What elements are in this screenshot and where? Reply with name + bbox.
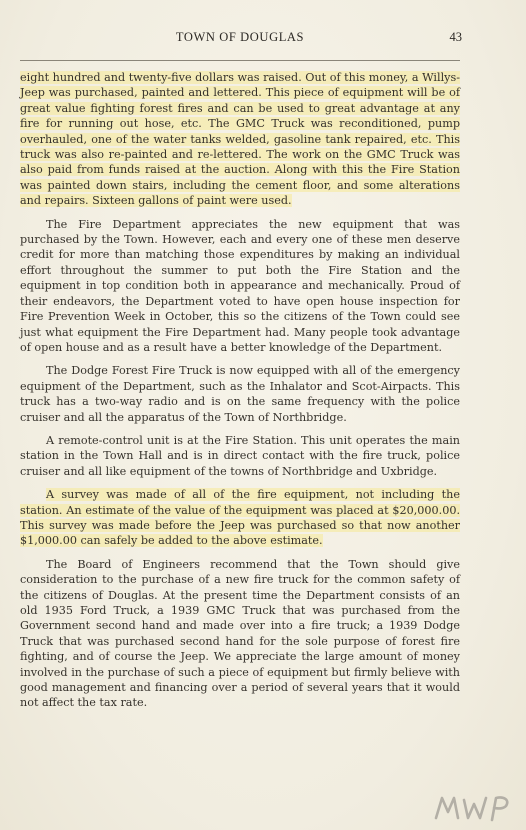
header-rule bbox=[20, 60, 460, 61]
paragraph bbox=[20, 557, 460, 711]
body-text bbox=[20, 70, 460, 719]
paragraph bbox=[20, 433, 460, 479]
paragraph-text: The Dodge Forest Fire Truck is now equipped with all of the emergency equipment of the Department, such as the Inhalator and Scot-Airpacts. This truck has a two-way radio and is on the same frequency with the police cruiser and all the apparatus of the Town of Northbridge. bbox=[20, 364, 460, 424]
paragraph-text: A survey was made of all of the fire equipment, not including the station. An estimate of the value of the equipment was placed at $20,000.00. This survey was made before the Jeep was purchased so that now another $1,000.00 can safely be added to the above estimate. bbox=[20, 488, 460, 548]
mwp-stamp-icon bbox=[430, 790, 522, 824]
page-number: 43 bbox=[449, 30, 462, 44]
paragraph-text: The Fire Department appreciates the new equipment that was purchased by the Town. However, each and every one of these men deserve credit for more than matching those expenditures by making an individual effort throughout the summer to put both the Fire Station and the equipment in top condition both in appearance and mechanically. Proud of their endeavors, the Department voted to have open house inspection for Fire Prevention Week in October, this so the citizens of the Town could see just what equipment the Fire Department had. Many people took advantage of open house and as a result have a better knowledge of the Department. bbox=[20, 217, 460, 354]
running-title: TOWN OF DOUGLAS bbox=[175, 30, 305, 44]
paragraph-continued bbox=[20, 70, 460, 209]
page-header bbox=[20, 30, 460, 48]
paragraph bbox=[20, 217, 460, 356]
paragraph bbox=[20, 487, 460, 549]
paragraph-text: eight hundred and twenty-five dollars was raised. Out of this money, a Willys-Jeep was purchased, painted and lettered. This piece of equipment will be of great value fighting forest fires and can be used to great advantage at any fire for running out hose, etc. The GMC Truck was reconditioned, pump overhauled, one of the water tanks welded, gasoline tank repaired, etc. This truck was also re-painted and re-lettered. The work on the GMC Truck was also paid from funds raised at the auction. Along with this the Fire Station was painted down stairs, including the cement floor, and some alterations and repairs. Sixteen gallons of paint were used. bbox=[20, 71, 460, 208]
paragraph-text: The Board of Engineers recommend that the Town should give consideration to the purchase of a new fire truck for the common safety of the citizens of Douglas. At the present time the Department consists of an old 1935 Ford Truck, a 1939 GMC Truck that was purchased from the Government second hand and made over into a fire truck; a 1939 Dodge Truck that was purchased second hand for the sole purpose of forest fire fighting, and of course the Jeep. We appreciate the large amount of money involved in the purchase of such a piece of equipment but firmly believe with good management and financing over a period of several years that it would not affect the tax rate. bbox=[20, 557, 460, 710]
paragraph-text: A remote-control unit is at the Fire Station. This unit operates the main station in the Town Hall and is in direct contact with the fire truck, police cruiser and all like equipment of the towns of Northbridge and Uxbridge. bbox=[20, 433, 460, 478]
paragraph bbox=[20, 363, 460, 425]
